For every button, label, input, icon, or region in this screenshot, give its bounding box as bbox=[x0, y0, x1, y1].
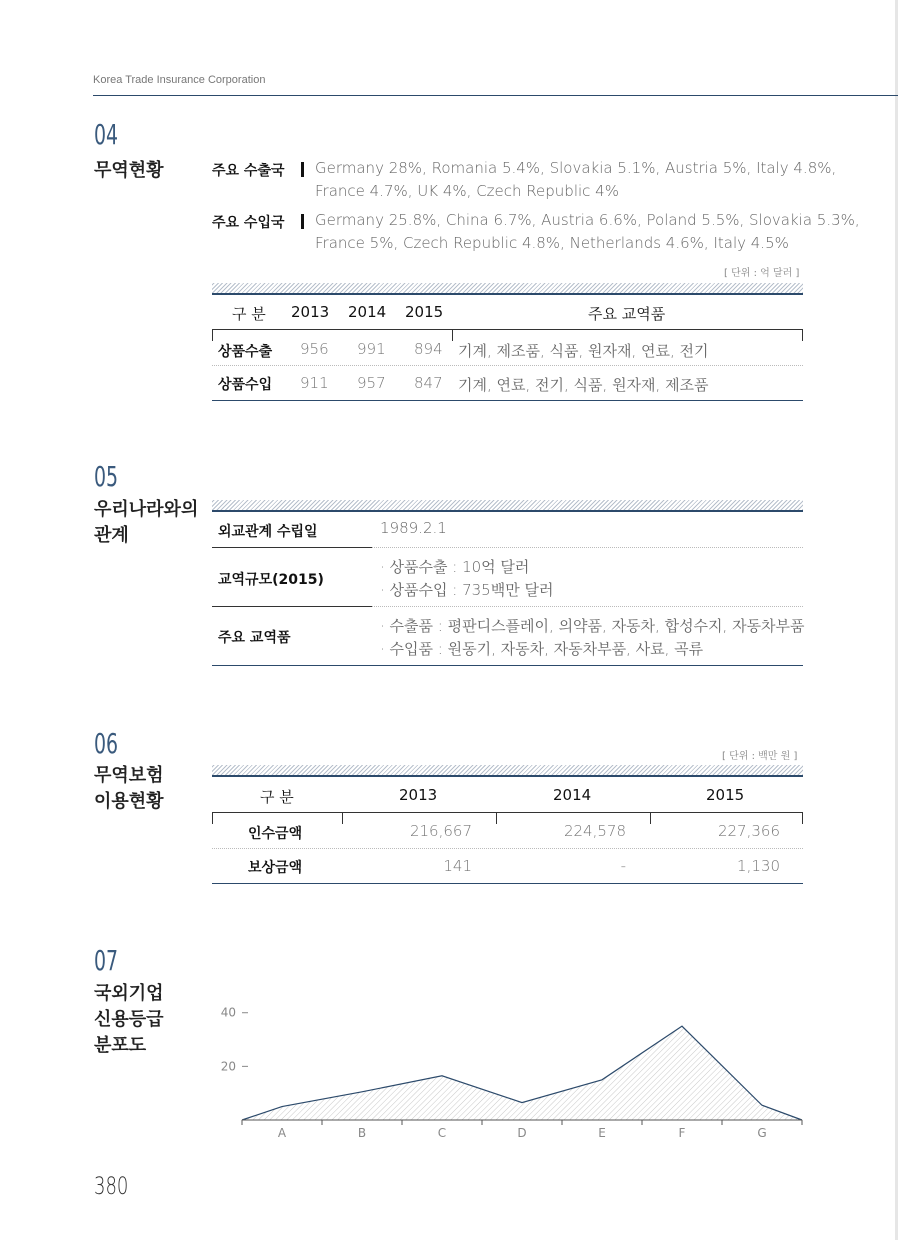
row-divider bbox=[212, 848, 803, 849]
header-rule bbox=[212, 329, 803, 330]
row-label: 상품수출 bbox=[218, 344, 273, 360]
import-countries-line1: Germany 25.8%, China 6.7%, Austria 6.6%, Poland 5.5%, Slovakia 5.3%, bbox=[315, 211, 860, 229]
section-number-07: 07 bbox=[94, 944, 119, 977]
import-countries-line2: France 5%, Czech Republic 4.8%, Netherlands 4.6%, Italy 4.5% bbox=[315, 234, 789, 252]
row-divider bbox=[372, 606, 803, 607]
column-tick bbox=[212, 812, 213, 824]
cell-value: 216,667 bbox=[409, 822, 472, 840]
table-top-hatch bbox=[212, 500, 803, 512]
table-header: 주요 교역품 bbox=[588, 305, 666, 323]
area-fill bbox=[242, 1026, 802, 1120]
row-label: 외교관계 수립일 bbox=[218, 524, 318, 540]
table-header: 2013 bbox=[291, 303, 330, 321]
x-tick-label: F bbox=[678, 1126, 686, 1140]
section-number-05: 05 bbox=[94, 460, 119, 493]
section-number-06: 06 bbox=[94, 727, 119, 760]
header-rule bbox=[93, 95, 898, 96]
major-items-import: · 수입품 : 원동기, 자동차, 자동차부품, 사료, 곡류 bbox=[380, 640, 704, 658]
table-top-hatch bbox=[212, 765, 803, 777]
column-tick bbox=[342, 812, 343, 824]
cell-items: 기계, 제조품, 식품, 원자재, 연료, 전기 bbox=[458, 342, 709, 360]
row-divider bbox=[212, 365, 803, 366]
table-bottom-rule bbox=[212, 400, 803, 401]
row-label: 교역규모(2015) bbox=[218, 572, 324, 588]
x-tick-label: G bbox=[757, 1126, 767, 1140]
cell-value: 894 bbox=[414, 340, 443, 358]
trade-volume-import: · 상품수입 : 735백만 달러 bbox=[380, 581, 554, 599]
cell-value: 847 bbox=[414, 374, 443, 392]
export-countries-label: 주요 수출국 bbox=[212, 163, 285, 179]
section-title-relations-2: 관계 bbox=[94, 525, 129, 546]
diplomatic-date: 1989.2.1 bbox=[380, 519, 447, 537]
export-countries-line2: France 4.7%, UK 4%, Czech Republic 4% bbox=[315, 182, 619, 200]
section-title-insurance-2: 이용현황 bbox=[94, 791, 164, 812]
row-label: 인수금액 bbox=[248, 826, 303, 842]
table-header: 2013 bbox=[399, 786, 438, 804]
row-label: 상품수입 bbox=[218, 377, 273, 393]
x-tick-label: E bbox=[598, 1126, 606, 1140]
column-tick bbox=[212, 329, 213, 341]
label-divider bbox=[301, 214, 304, 229]
major-items-export: · 수출품 : 평판디스플레이, 의약품, 자동차, 합성수지, 자동차부품 bbox=[380, 617, 805, 635]
table-header: 2014 bbox=[553, 786, 592, 804]
table-header: 구 분 bbox=[260, 788, 294, 806]
header-org: Korea Trade Insurance Corporation bbox=[93, 74, 266, 86]
export-countries-line1: Germany 28%, Romania 5.4%, Slovakia 5.1%, Austria 5%, Italy 4.8%, bbox=[315, 159, 837, 177]
cell-items: 기계, 연료, 전기, 식품, 원자재, 제조품 bbox=[458, 376, 709, 394]
column-tick bbox=[496, 812, 497, 824]
table-header: 2015 bbox=[706, 786, 745, 804]
x-tick-label: D bbox=[517, 1126, 527, 1140]
x-tick-label: A bbox=[277, 1126, 287, 1140]
x-tick-label: C bbox=[437, 1126, 447, 1140]
table-top-hatch bbox=[212, 283, 803, 295]
row-divider bbox=[372, 547, 803, 548]
section-title-credit-3: 분포도 bbox=[94, 1035, 147, 1056]
header-rule bbox=[212, 812, 803, 813]
label-col-divider bbox=[212, 606, 372, 607]
cell-value: 991 bbox=[357, 340, 386, 358]
row-label: 주요 교역품 bbox=[218, 630, 291, 646]
y-tick-label: 20 bbox=[220, 1059, 236, 1074]
unit-label: [ 단위 : 백만 원 ] bbox=[722, 751, 798, 762]
cell-value: - bbox=[620, 857, 626, 875]
column-tick bbox=[802, 329, 803, 341]
page-number: 380 bbox=[94, 1172, 129, 1200]
table-header: 구 분 bbox=[232, 305, 266, 323]
column-tick bbox=[802, 812, 803, 824]
cell-value: 224,578 bbox=[563, 822, 626, 840]
import-countries-label: 주요 수입국 bbox=[212, 215, 285, 231]
table-bottom-rule bbox=[212, 883, 803, 884]
section-title-credit-2: 신용등급 bbox=[94, 1009, 164, 1030]
cell-value: 911 bbox=[300, 374, 329, 392]
cell-value: 956 bbox=[300, 340, 329, 358]
table-header: 2015 bbox=[405, 303, 444, 321]
section-title-relations-1: 우리나라와의 bbox=[94, 499, 199, 520]
unit-label: [ 단위 : 억 달러 ] bbox=[724, 268, 800, 279]
cell-value: 1,130 bbox=[737, 857, 780, 875]
column-tick bbox=[452, 329, 453, 341]
y-tick-label: 40 bbox=[220, 1005, 236, 1020]
x-tick-label: B bbox=[357, 1126, 367, 1140]
label-divider bbox=[301, 162, 304, 177]
cell-value: 141 bbox=[443, 857, 472, 875]
column-tick bbox=[650, 812, 651, 824]
row-label: 보상금액 bbox=[248, 860, 303, 876]
cell-value: 957 bbox=[357, 374, 386, 392]
label-col-divider bbox=[212, 547, 372, 548]
section-number-04: 04 bbox=[94, 118, 119, 151]
cell-value: 227,366 bbox=[717, 822, 780, 840]
credit-rating-chart bbox=[200, 980, 820, 1150]
table-header: 2014 bbox=[348, 303, 387, 321]
table-bottom-rule bbox=[212, 665, 803, 666]
trade-volume-export: · 상품수출 : 10억 달러 bbox=[380, 558, 530, 576]
section-title-insurance-1: 무역보험 bbox=[94, 765, 164, 786]
section-title-trade: 무역현황 bbox=[94, 160, 164, 181]
section-title-credit-1: 국외기업 bbox=[94, 983, 164, 1004]
